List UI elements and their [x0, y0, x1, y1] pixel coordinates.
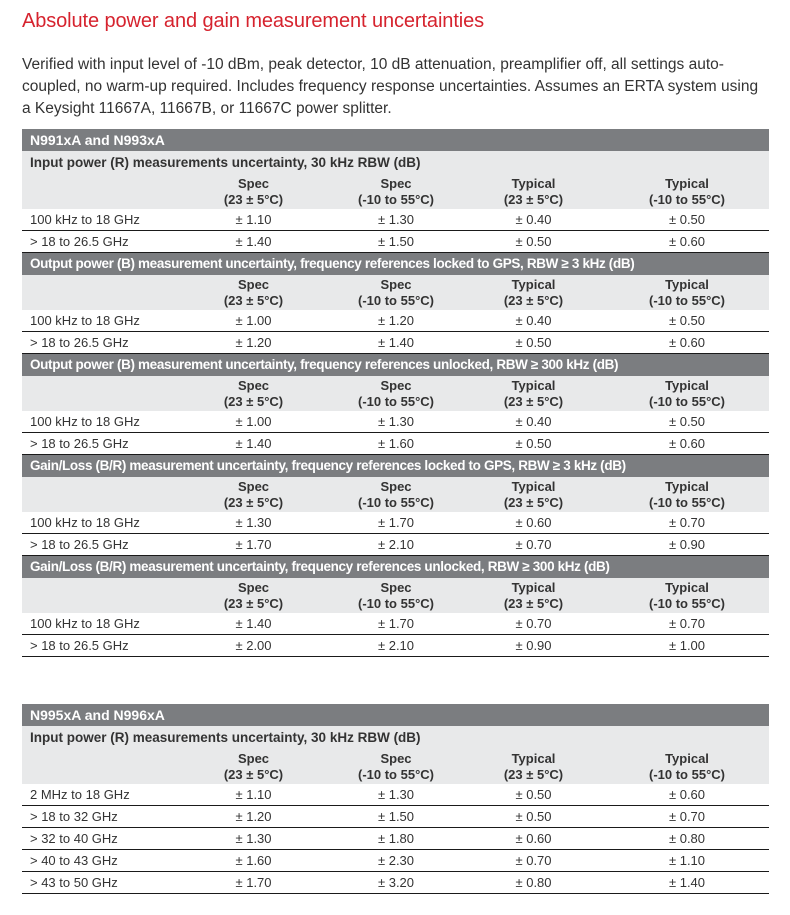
table-row	[22, 512, 769, 534]
table-row	[22, 828, 769, 850]
uncertainty-value: ± 0.60	[668, 436, 706, 451]
uncertainty-value: ± 1.20	[377, 313, 415, 328]
table-n995xa-n996xa	[22, 704, 769, 894]
uncertainty-value: ± 1.00	[235, 313, 272, 328]
column-header	[462, 479, 605, 511]
table-row	[22, 310, 769, 332]
uncertainty-value: ± 1.30	[377, 212, 415, 227]
column-header-line1: Typical	[511, 579, 556, 595]
uncertainty-value: ± 0.50	[515, 809, 552, 824]
column-header	[462, 751, 605, 783]
column-header-line1: Typical	[511, 377, 556, 393]
uncertainty-value: ± 0.60	[515, 831, 552, 846]
uncertainty-value: ± 0.50	[668, 212, 706, 227]
column-header-line2: (23 ± 5°C)	[223, 292, 284, 308]
column-header-line2: (-10 to 55°C)	[358, 595, 434, 611]
uncertainty-value: ± 1.30	[377, 414, 415, 429]
column-header-line1: Typical	[665, 276, 709, 292]
uncertainty-value: ± 2.00	[235, 638, 272, 653]
section-title: Gain/Loss (B/R) measurement uncertainty, frequency references locked to GPS, RBW ≥ 3 kHz (dB)	[22, 455, 769, 477]
frequency-range: 2 MHz to 18 GHz	[30, 787, 130, 802]
column-header-line2: (-10 to 55°C)	[649, 292, 725, 308]
uncertainty-value: ± 0.40	[515, 313, 552, 328]
table-row	[22, 534, 769, 556]
uncertainty-value: ± 1.10	[235, 787, 272, 802]
uncertainty-value: ± 2.30	[377, 853, 415, 868]
uncertainty-value: ± 1.30	[377, 787, 415, 802]
frequency-range: > 32 to 40 GHz	[30, 831, 118, 846]
column-header-line2: (23 ± 5°C)	[503, 191, 564, 207]
frequency-range: > 18 to 26.5 GHz	[30, 638, 129, 653]
column-header-line1: Typical	[511, 750, 556, 766]
table-row	[22, 209, 769, 231]
column-header-line1: Spec	[237, 478, 270, 494]
uncertainty-value: ± 1.50	[377, 809, 415, 824]
uncertainty-value: ± 0.70	[515, 616, 552, 631]
column-headers	[22, 578, 769, 613]
column-header-line2: (23 ± 5°C)	[223, 393, 284, 409]
uncertainty-value: ± 0.60	[668, 787, 706, 802]
uncertainty-value: ± 1.10	[668, 853, 706, 868]
uncertainty-value: ± 0.90	[515, 638, 552, 653]
column-header-line2: (-10 to 55°C)	[358, 191, 434, 207]
frequency-range: 100 kHz to 18 GHz	[30, 414, 140, 429]
column-header-line2: (23 ± 5°C)	[503, 766, 564, 782]
uncertainty-value: ± 1.10	[235, 212, 272, 227]
column-header	[177, 378, 330, 410]
table-header: N991xA and N993xA	[22, 129, 769, 151]
table-row	[22, 850, 769, 872]
column-header-line2: (-10 to 55°C)	[649, 766, 725, 782]
frequency-range: > 18 to 26.5 GHz	[30, 537, 129, 552]
table-row	[22, 411, 769, 433]
column-header	[177, 176, 330, 208]
table-row	[22, 635, 769, 657]
page-title: Absolute power and gain measurement uncertainties	[22, 10, 485, 32]
column-header	[605, 176, 769, 208]
column-header	[462, 176, 605, 208]
column-headers	[22, 376, 769, 411]
table-row	[22, 231, 769, 253]
column-headers	[22, 477, 769, 512]
frequency-range: > 40 to 43 GHz	[30, 853, 118, 868]
table-row	[22, 613, 769, 635]
column-header	[605, 378, 769, 410]
column-header-line1: Spec	[237, 579, 270, 595]
uncertainty-value: ± 1.20	[235, 809, 272, 824]
column-header-line1: Typical	[511, 175, 556, 191]
frequency-range: 100 kHz to 18 GHz	[30, 313, 140, 328]
uncertainty-value: ± 1.40	[377, 335, 415, 350]
column-header-line2: (23 ± 5°C)	[503, 292, 564, 308]
uncertainty-value: ± 1.80	[377, 831, 415, 846]
table-header: N995xA and N996xA	[22, 704, 769, 726]
uncertainty-value: ± 0.40	[515, 212, 552, 227]
column-header-line2: (-10 to 55°C)	[358, 393, 434, 409]
column-header-line2: (23 ± 5°C)	[223, 494, 284, 510]
section-title: Input power (R) measurements uncertainty, 30 kHz RBW (dB)	[22, 151, 769, 174]
column-header-line1: Typical	[665, 579, 709, 595]
uncertainty-value: ± 1.70	[235, 537, 272, 552]
uncertainty-value: ± 1.50	[377, 234, 415, 249]
column-header	[462, 580, 605, 612]
table-row	[22, 806, 769, 828]
column-header-line1: Typical	[665, 478, 709, 494]
uncertainty-value: ± 0.50	[515, 234, 552, 249]
uncertainty-value: ± 0.50	[515, 335, 552, 350]
column-header-line2: (-10 to 55°C)	[649, 494, 725, 510]
uncertainty-value: ± 1.40	[235, 234, 272, 249]
uncertainty-value: ± 1.30	[235, 515, 272, 530]
column-header	[462, 277, 605, 309]
table-row	[22, 872, 769, 894]
uncertainty-value: ± 1.00	[235, 414, 272, 429]
uncertainty-value: ± 1.40	[235, 616, 272, 631]
column-header-line2: (-10 to 55°C)	[358, 292, 434, 308]
column-header	[177, 479, 330, 511]
frequency-range: > 18 to 32 GHz	[30, 809, 118, 824]
section-title: Input power (R) measurements uncertainty, 30 kHz RBW (dB)	[22, 726, 769, 749]
frequency-range: 100 kHz to 18 GHz	[30, 616, 140, 631]
uncertainty-value: ± 0.80	[668, 831, 706, 846]
column-header	[177, 580, 330, 612]
uncertainty-value: ± 0.50	[515, 436, 552, 451]
column-header-line2: (-10 to 55°C)	[649, 191, 725, 207]
column-header	[605, 479, 769, 511]
uncertainty-value: ± 1.70	[377, 515, 415, 530]
uncertainty-value: ± 1.60	[377, 436, 415, 451]
frequency-range: 100 kHz to 18 GHz	[30, 515, 140, 530]
column-header	[330, 580, 462, 612]
uncertainty-value: ± 0.70	[515, 853, 552, 868]
column-header-line1: Spec	[380, 276, 412, 292]
column-headers	[22, 275, 769, 310]
frequency-range: > 43 to 50 GHz	[30, 875, 118, 890]
table-row	[22, 433, 769, 455]
column-header-line2: (-10 to 55°C)	[358, 766, 434, 782]
uncertainty-value: ± 1.60	[235, 853, 272, 868]
column-header	[330, 378, 462, 410]
column-header	[330, 176, 462, 208]
uncertainty-value: ± 1.00	[668, 638, 706, 653]
column-headers	[22, 749, 769, 784]
column-header	[605, 277, 769, 309]
uncertainty-value: ± 0.50	[515, 787, 552, 802]
column-header-line1: Typical	[511, 276, 556, 292]
section-title: Output power (B) measurement uncertainty, frequency references unlocked, RBW ≥ 300 kHz (dB)	[22, 354, 769, 376]
column-header-line1: Spec	[380, 377, 412, 393]
column-header-line2: (-10 to 55°C)	[649, 393, 725, 409]
column-header	[462, 378, 605, 410]
column-header	[177, 277, 330, 309]
column-header-line1: Spec	[380, 579, 412, 595]
column-header-line2: (23 ± 5°C)	[223, 191, 284, 207]
column-header	[330, 277, 462, 309]
uncertainty-value: ± 1.40	[668, 875, 706, 890]
column-header-line1: Spec	[380, 175, 412, 191]
column-header-line1: Typical	[665, 377, 709, 393]
uncertainty-value: ± 0.90	[668, 537, 706, 552]
column-header-line1: Typical	[665, 750, 709, 766]
column-header-line2: (-10 to 55°C)	[649, 595, 725, 611]
uncertainty-value: ± 0.40	[515, 414, 552, 429]
intro-paragraph: Verified with input level of -10 dBm, peak detector, 10 dB attenuation, preamplifier off, all settings auto-coupled, no warm-up required. Includes frequency response uncertainties. Assumes an ERTA system using a Keysight 11667A, 11667B, or 11667C power splitter.	[22, 56, 759, 117]
uncertainty-value: ± 1.70	[235, 875, 272, 890]
uncertainty-value: ± 1.20	[235, 335, 272, 350]
uncertainty-value: ± 0.50	[668, 313, 706, 328]
column-header-line1: Typical	[665, 175, 709, 191]
column-header-line2: (23 ± 5°C)	[503, 393, 564, 409]
table-n991xa-n993xa	[22, 129, 769, 657]
column-header	[605, 751, 769, 783]
column-header-line2: (23 ± 5°C)	[503, 494, 564, 510]
column-header	[330, 479, 462, 511]
column-header-line1: Spec	[237, 750, 270, 766]
column-header-line1: Spec	[237, 377, 270, 393]
column-header-line2: (23 ± 5°C)	[503, 595, 564, 611]
column-header-line2: (-10 to 55°C)	[358, 494, 434, 510]
column-header-line1: Spec	[380, 750, 412, 766]
column-header	[177, 751, 330, 783]
column-header	[330, 751, 462, 783]
uncertainty-value: ± 0.50	[668, 414, 706, 429]
uncertainty-value: ± 0.70	[515, 537, 552, 552]
uncertainty-value: ± 1.70	[377, 616, 415, 631]
uncertainty-value: ± 2.10	[377, 638, 415, 653]
column-header-line2: (23 ± 5°C)	[223, 766, 284, 782]
column-header-line1: Typical	[511, 478, 556, 494]
column-header-line1: Spec	[237, 175, 270, 191]
uncertainty-value: ± 0.70	[668, 809, 706, 824]
column-header-line1: Spec	[380, 478, 412, 494]
uncertainty-value: ± 1.30	[235, 831, 272, 846]
column-header-line1: Spec	[237, 276, 270, 292]
frequency-range: > 18 to 26.5 GHz	[30, 234, 129, 249]
uncertainty-value: ± 3.20	[377, 875, 415, 890]
uncertainty-value: ± 0.60	[668, 335, 706, 350]
uncertainty-value: ± 0.60	[668, 234, 706, 249]
uncertainty-value: ± 0.70	[668, 616, 706, 631]
frequency-range: 100 kHz to 18 GHz	[30, 212, 140, 227]
uncertainty-value: ± 0.60	[515, 515, 552, 530]
frequency-range: > 18 to 26.5 GHz	[30, 436, 129, 451]
uncertainty-value: ± 0.70	[668, 515, 706, 530]
table-row	[22, 332, 769, 354]
section-title: Output power (B) measurement uncertainty, frequency references locked to GPS, RBW ≥ 3 kHz (dB)	[22, 253, 769, 275]
uncertainty-value: ± 1.40	[235, 436, 272, 451]
column-header	[605, 580, 769, 612]
column-header-line2: (23 ± 5°C)	[223, 595, 284, 611]
frequency-range: > 18 to 26.5 GHz	[30, 335, 129, 350]
column-headers	[22, 174, 769, 209]
uncertainty-value: ± 2.10	[377, 537, 415, 552]
section-title: Gain/Loss (B/R) measurement uncertainty, frequency references unlocked, RBW ≥ 300 kHz (dB)	[22, 556, 769, 578]
uncertainty-value: ± 0.80	[515, 875, 552, 890]
table-row	[22, 784, 769, 806]
